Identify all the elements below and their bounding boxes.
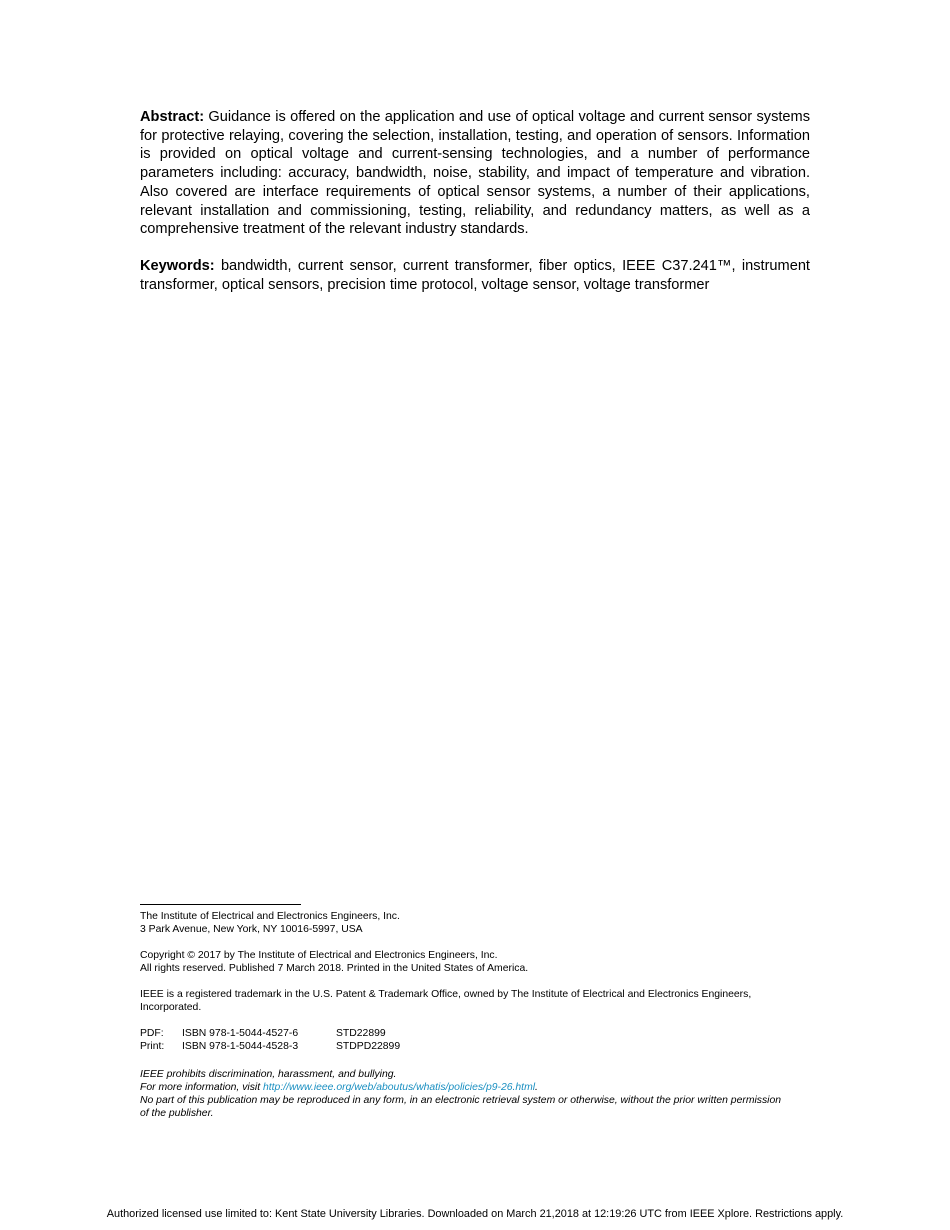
abstract-text: Guidance is offered on the application and use of optical voltage and current sensor systems for protective relaying, covering the selection, installation, testing, and operation of sensors. Information is provided on optical voltage and current-sensing technologies, and a number of performance parameters including: accuracy, bandwidth, noise, stability, and impact of temperature and vibration. Also covered are interface requirements of optical sensor systems, a number of their applications, relevant installation and commissioning, testing, reliability, and redundancy matters, as well as a comprehensive treatment of the relevant industry standards.: [140, 109, 810, 238]
reproduction-notice: No part of this publication may be reproduced in any form, in an electronic retrieval system or otherwise, without the prior written permission: [140, 1095, 782, 1106]
publisher-name: The Institute of Electrical and Electronics Engineers, Inc.: [140, 911, 400, 922]
trademark-block: [140, 988, 810, 1014]
license-footer: Authorized licensed use limited to: Kent State University Libraries. Downloaded on March 21,2018 at 12:19:26 UTC from IEEE Xplore. Restrictions apply.: [106, 1208, 844, 1220]
isbn-stock-code: STDPD22899: [336, 1041, 401, 1052]
abstract-paragraph: [140, 108, 810, 239]
policy-more-suffix: .: [535, 1082, 538, 1093]
policy-more-info: [140, 1081, 810, 1094]
publisher-address: 3 Park Avenue, New York, NY 10016-5997, USA: [140, 924, 363, 935]
footnote-divider: [140, 904, 301, 905]
copyright-line: Copyright © 2017 by The Institute of Electrical and Electronics Engineers, Inc.: [140, 950, 498, 961]
trademark-line-continued: Incorporated.: [140, 1002, 202, 1013]
policy-block: [140, 1068, 810, 1120]
abstract-label: Abstract:: [140, 109, 205, 125]
keywords-label: Keywords:: [140, 258, 215, 274]
isbn-kind: PDF:: [140, 1028, 164, 1039]
isbn-kind: Print:: [140, 1041, 165, 1052]
copyright-block: [140, 949, 810, 975]
trademark-line: IEEE is a registered trademark in the U.S. Patent & Trademark Office, owned by The Institute of Electrical and Electronics Engineers,: [140, 989, 752, 1000]
publisher-block: [140, 910, 810, 936]
policy-link[interactable]: http://www.ieee.org/web/aboutus/whatis/policies/p9-26.html: [263, 1082, 536, 1093]
keywords-text: bandwidth, current sensor, current transformer, fiber optics, IEEE C37.241™, instrument transformer, optical sensors, precision time protocol, voltage sensor, voltage transformer: [140, 258, 810, 293]
isbn-stock-code: STD22899: [336, 1028, 386, 1039]
isbn-number: ISBN 978-1-5044-4527-6: [182, 1028, 299, 1039]
reproduction-notice-continued: of the publisher.: [140, 1108, 214, 1119]
policy-more-prefix: For more information, visit: [140, 1082, 263, 1093]
rights-line: All rights reserved. Published 7 March 2018. Printed in the United States of America.: [140, 963, 529, 974]
isbn-row-pdf: [140, 1027, 810, 1040]
isbn-number: ISBN 978-1-5044-4528-3: [182, 1041, 299, 1052]
isbn-row-print: [140, 1040, 810, 1053]
policy-statement: IEEE prohibits discrimination, harassment, and bullying.: [140, 1069, 397, 1080]
keywords-paragraph: [140, 257, 810, 294]
isbn-block: [140, 1027, 810, 1053]
